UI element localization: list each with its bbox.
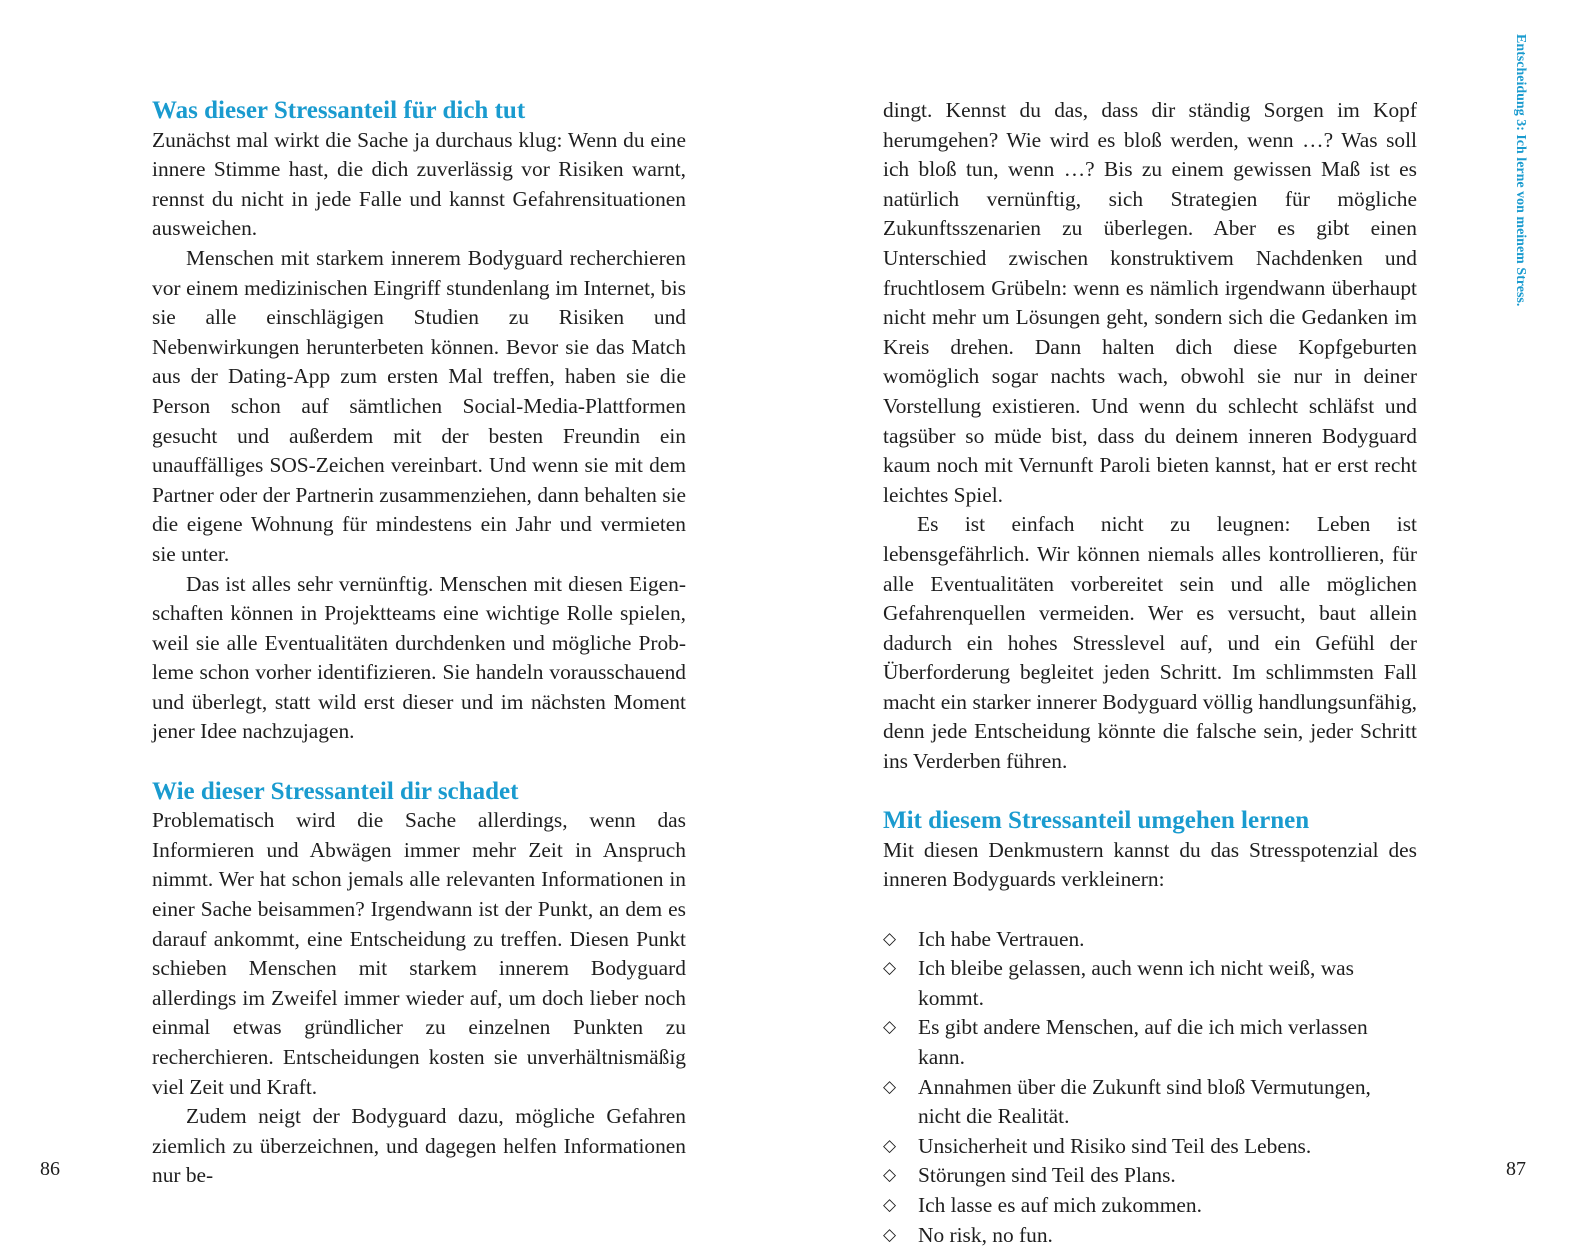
diamond-bullet-icon: ◇ (883, 1224, 897, 1245)
diamond-bullet-icon: ◇ (883, 958, 897, 979)
page-number-right: 87 (1506, 1158, 1526, 1180)
diamond-bullet-icon: ◇ (883, 1194, 897, 1215)
list-item-text: Ich habe Vertrauen. (918, 926, 1085, 951)
spacer (152, 747, 686, 777)
list-item (883, 1132, 1417, 1162)
section-heading-coping: Mit diesem Stressanteil umgehen lernen (883, 807, 1310, 835)
spacer (883, 895, 1417, 925)
list-item-text: Ich bleibe gelassen, auch wenn ich nicht weiß, was kommt. (918, 956, 1354, 1010)
section-heading-what-it-does: Was dieser Stressanteil für dich tut (152, 97, 526, 124)
paragraph: Das ist alles sehr vernünftig. Menschen mit diesen Eigenschaften können in Projektteams eine wichtige Rolle spielen, weil sie alle Eventualitäten durchdenken und mögliche Probleme schon vorher identifizieren. Sie handeln vorausschauend und überlegt, statt wild erst dieser und im nächsten Moment jener Idee nachzujagen. (152, 571, 686, 744)
list-item (883, 1161, 1417, 1191)
paragraph: Problematisch wird die Sache allerdings, wenn das Informieren und Abwägen immer mehr Zeit in Anspruch nimmt. Wer hat schon jemals alle relevanten Informationen in einer Sache beisammen? Irgendwann ist der Punkt, an dem es darauf ankommt, eine Entscheidung zu treffen. Diesen Punkt schieben Menschen mit starkem innerem Bodyguard allerdings im Zweifel immer wieder auf, um doch lieber noch einmal etwas gründlicher zu einzelnen Punkten zu recherchieren. Entscheidungen kosten sie unverhältnismäßig viel Zeit und Kraft. (152, 808, 686, 1099)
list-item (883, 1073, 1417, 1132)
right-page-column (883, 96, 1417, 1250)
list-item-text: Störungen sind Teil des Plans. (918, 1163, 1176, 1188)
list-item-text: Es gibt andere Menschen, auf die ich mich verlassen kann. (918, 1015, 1368, 1069)
running-head: Entscheidung 3: Ich lerne von meinem Stress. (1513, 34, 1528, 307)
list-item-text: No risk, no fun. (918, 1222, 1053, 1247)
diamond-bullet-icon: ◇ (883, 1135, 897, 1156)
list-item-text: Ich lasse es auf mich zukommen. (918, 1192, 1202, 1217)
diamond-bullet-icon: ◇ (883, 1076, 897, 1097)
paragraph: Zudem neigt der Bodyguard dazu, mögliche Gefahren ziemlich zu überzeichnen, und dagegen helfen Informationen nur be- (152, 1104, 686, 1188)
diamond-bullet-icon: ◇ (883, 928, 897, 949)
page-number-left: 86 (40, 1158, 60, 1180)
section-heading-how-it-harms: Wie dieser Stressanteil dir schadet (152, 777, 519, 805)
paragraph: Menschen mit starkem innerem Bodyguard recherchieren vor einem medizinischen Eingriff stundenlang im Internet, bis sie alle einschlägigen Studien zu Risiken und Nebenwirkungen herunterbeten können. Bevor sie das Match aus der Dating-App zum ersten Mal treffen, haben sie die Person schon auf sämtlichen Social-Media-Plattformen gesucht und außerdem mit der besten Freundin ein unauffälliges SOS-Zeichen vereinbart. Und wenn sie mit dem Partner oder der Partnerin zusammenziehen, dann behalten sie die eigene Wohnung für mindestens ein Jahr und vermieten sie unter. (152, 245, 686, 566)
list-item (883, 1221, 1417, 1250)
intro-paragraph: Mit diesen Denkmustern kannst du das Stresspotenzial des inneren Bodyguards verkleinern: (883, 837, 1417, 892)
list-item-text: Annahmen über die Zukunft sind bloß Vermutungen, nicht die Realität. (918, 1074, 1371, 1129)
paragraph: Es ist einfach nicht zu leugnen: Leben ist lebensgefährlich. Wir können niemals alles kontrollieren, für alle Eventualitäten vorbereitet sein und alle möglichen Gefahrenquellen vermeiden. Wer es versucht, baut allein dadurch ein hohes Stresslevel auf, und ein Gefühl der Überforderung begleitet jeden Schritt. Im schlimmsten Fall macht ein starker innerer Bodyguard völlig handlungsunfähig, denn jede Entscheidung könnte die falsche sein, jeder Schritt ins Verderben führen. (883, 512, 1417, 774)
paragraph: dingt. Kennst du das, dass dir ständig Sorgen im Kopf herumgehen? Wie wird es bloß werden, wenn …? Was soll ich bloß tun, wenn …? Bis zu einem gewissen Maß ist es natürlich vernünftig, sich Strategien für mögliche Zukunftsszenarien zu überlegen. Aber es gibt einen Unterschied zwischen konstruktivem Nachdenken und fruchtlosem Grübeln: wenn es nämlich irgendwann überhaupt nicht mehr um Lösungen geht, sondern sich die Gedanken im Kreis drehen. Dann halten dich diese Kopfgeburten womöglich sogar nachts wach, obwohl sie nur in deiner Vorstellung existieren. Und wenn du schlecht schläfst und tagsüber so müde bist, dass du deinem inneren Bodyguard kaum noch mit Vernunft Paroli bieten kannst, hat er erst recht leichtes Spiel. (883, 98, 1417, 507)
thought-pattern-list (883, 925, 1417, 1250)
list-item (883, 1191, 1417, 1221)
paragraph: Zunächst mal wirkt die Sache ja durchaus klug: Wenn du eine innere Stimme hast, die dich zuverlässig vor Risiken warnt, rennst du nicht in jede Falle und kannst Gefahrensituationen ausweichen. (152, 127, 686, 241)
spacer (883, 777, 1417, 807)
diamond-bullet-icon: ◇ (883, 1165, 897, 1186)
list-item (883, 925, 1417, 955)
left-page-column (152, 96, 686, 1191)
list-item (883, 954, 1417, 1013)
list-item-text: Unsicherheit und Risiko sind Teil des Lebens. (918, 1133, 1312, 1158)
diamond-bullet-icon: ◇ (883, 1017, 897, 1038)
list-item (883, 1013, 1417, 1072)
